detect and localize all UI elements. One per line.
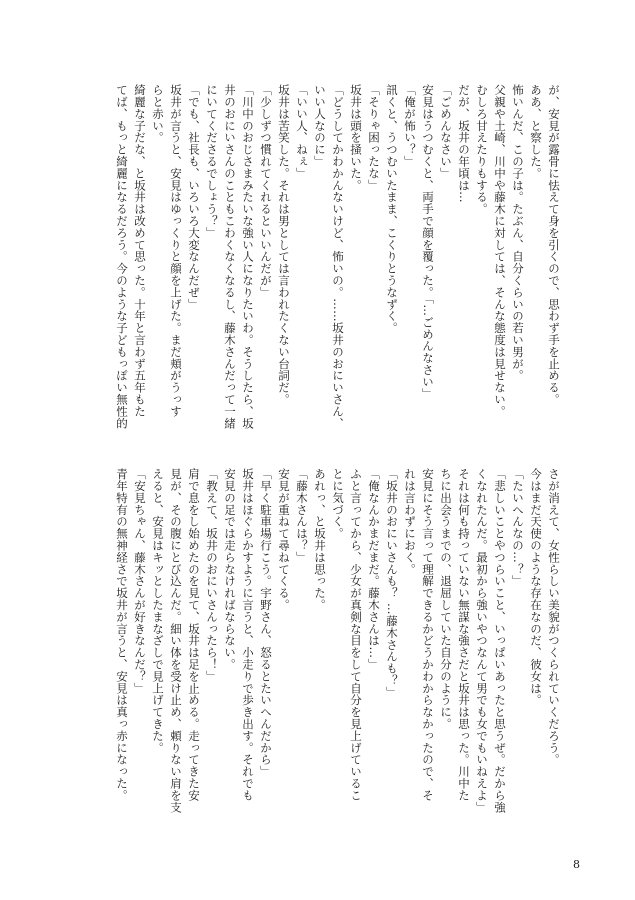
text-line: 青年特有の無神経さで坂井が言うと、安見は真っ赤になった。 xyxy=(115,468,129,802)
text-line: 綺麗な子だな、と坂井は改めて思った。十年と言わず五年もた xyxy=(133,84,147,418)
text-line: れは言わずにおく。 xyxy=(403,468,417,576)
text-line: ああ、と察した。 xyxy=(529,84,543,180)
text-line: にいてくださるでしょう？」 xyxy=(205,84,219,239)
text-block-top xyxy=(88,84,563,434)
text-block-bottom xyxy=(88,468,563,838)
text-line: 訊くと、うつむいたまま、こくりとうなずく。 xyxy=(385,84,399,334)
text-line: 安見が重ねて尋ねてくる。 xyxy=(277,468,291,611)
text-line: 「俺なんかまだまだ。藤木さんは…」 xyxy=(367,468,381,671)
text-line: 肩で息をし始めたのを見て、坂井は足を止める。走ってきた安 xyxy=(187,468,201,802)
text-line: らと赤い。 xyxy=(151,84,165,144)
text-line: それは何も持っていない無謀な強さだと坂井は思った。川中た xyxy=(457,468,471,802)
text-line: だが、坂井の年頃は… xyxy=(457,84,471,203)
text-line: が、安見が露骨に怯えて身を引くので、思わず手を止める。 xyxy=(547,84,561,406)
text-line: あれっ、と坂井は思った。 xyxy=(313,468,327,611)
text-line: 「安見ちゃん、藤木さんが好きなんだ？」 xyxy=(133,468,147,695)
text-line: 井のおにいさんのこともこわくなくなるし、藤木さんだって一緒 xyxy=(223,84,237,430)
text-line: 坂井が言うと、安見はゆっくりと顔を上げた。まだ頬がうっす xyxy=(169,84,183,418)
text-line: 怖いんだ、この子は。たぶん、自分くらいの若い男が。 xyxy=(511,84,525,382)
text-line: 「そりゃ困ったな」 xyxy=(367,84,381,192)
text-line: 坂井はほぐらかすように言うと、小走りで歩き出す。それでも xyxy=(241,468,255,802)
text-line: てば、もっと綺麗になるだろう。今のような子どもっぽい無性的 xyxy=(115,84,129,430)
text-line: 「でも、社長も、いろいろ大変なんだぜ」 xyxy=(187,84,201,311)
text-line: いい人なのに」 xyxy=(313,84,327,168)
text-line: 「俺が怖い？」 xyxy=(403,84,417,168)
text-line: 「悲しいことやつらいこと、いっぱいあったと思うぜ。だから強 xyxy=(493,468,507,814)
text-line: 安見にそう言って理解できるかどうかわからなかったので、そ xyxy=(421,468,435,802)
text-line: 坂井は頭を掻いた。 xyxy=(349,84,363,192)
text-line: とに気づく。 xyxy=(331,468,345,540)
text-line: 「川中のおじさまみたいな強い人になりたいわ。そうしたら、坂 xyxy=(241,84,255,430)
text-line: 「いい人、ねぇ」 xyxy=(295,84,309,180)
text-line: 「教えて、坂井のおにいさんったら！」 xyxy=(205,468,219,683)
text-line: 父親や土崎、川中や藤木に対しては、そんな態度は見せない。 xyxy=(493,84,507,418)
text-line: 坂井は苦笑した。それは男としては言われたくない台詞だ。 xyxy=(277,84,291,406)
text-line: ちに出会うまでの、退屈していた自分のように。 xyxy=(439,468,453,730)
text-line: 安見の足では走らなければならない。 xyxy=(223,468,237,671)
text-line: 「ごめんなさい」 xyxy=(439,84,453,180)
text-line: 「坂井のおにいさんも？ …藤木さんも？」 xyxy=(385,468,399,699)
text-line: 安見はうつむくと、両手で顔を覆った。「…ごめんなさい」 xyxy=(421,84,435,400)
text-line: 「少しずつ慣れてくれるといいんだが」 xyxy=(259,84,273,299)
text-line: 「早く駐車場行こう。宇野さん、怒るとたいへんだから」 xyxy=(259,468,273,778)
text-line: むしろ甘えたりもする。 xyxy=(475,84,489,215)
page-number: 8 xyxy=(573,858,580,871)
text-line: えると、安見はキッとしたまなざしで見上げてきた。 xyxy=(151,468,165,754)
text-line: くなれたんだ。最初から強いやつなんて男でも女でもいねえよ」 xyxy=(475,468,489,814)
text-line: 見が、その腹にとび込んだ。細い体を受け止め、頼りない肩を支 xyxy=(169,468,183,814)
text-line: ふと言ってから、少女が真剣な目をして自分を見上げているこ xyxy=(349,468,363,802)
text-line: さが消えて、女性らしい美貌がつくられていくだろう。 xyxy=(547,468,561,766)
text-line: 「どうしてかわかんないけど、怖いの。……坂井のおにいさん、 xyxy=(331,84,345,430)
text-line: 「たいへんなの…？」 xyxy=(511,468,525,587)
text-line: 「藤木さんは？」 xyxy=(295,468,309,564)
text-line: 今はまだ天使のような存在なのだ、彼女は。 xyxy=(529,468,543,706)
